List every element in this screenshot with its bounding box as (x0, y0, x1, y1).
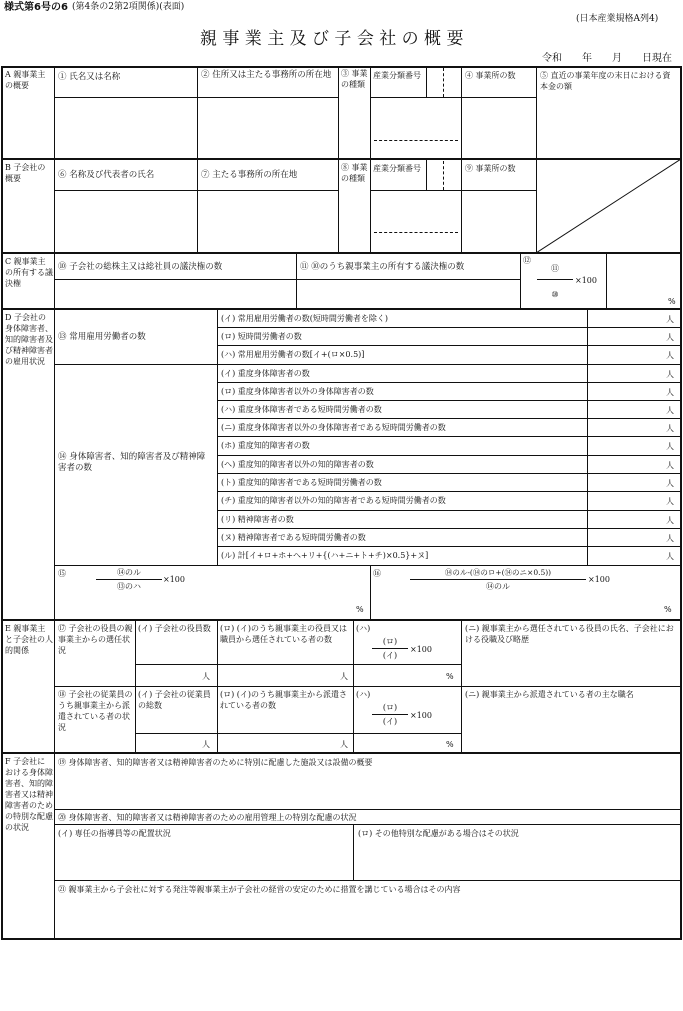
section-c-label: C 親事業主の所有する議決権 (5, 257, 53, 288)
input-12-ratio[interactable] (608, 255, 678, 307)
worker-row-count-input[interactable] (589, 365, 665, 381)
field-17-ratio-label: (ハ) (356, 624, 371, 633)
worker-row-label: (ヌ) 精神障害者である短時間労働者の数 (221, 533, 366, 542)
worker-row-label: (ホ) 重度知的障害者の数 (221, 441, 310, 450)
divider-d-e (1, 619, 682, 621)
field-15-times100: ×100 (163, 575, 185, 584)
field-18-ratio-label: (ハ) (356, 690, 371, 699)
worker-row-unit: 人 (666, 351, 674, 360)
worker-row-unit: 人 (666, 534, 674, 543)
worker-row-label: (ハ) 常用雇用労働者の数[イ+(ロ×0.5)] (221, 350, 365, 359)
worker-row-label: (イ) 重度身体障害者の数 (221, 369, 310, 378)
input-4-offices[interactable] (463, 99, 535, 157)
worker-row-label: (ロ) 重度身体障害者以外の身体障害者の数 (221, 387, 374, 396)
field-17-appointed: (ロ) (イ)のうち親事業主の役員又は職員から選任されている者の数 (220, 624, 348, 644)
field-12-pct: % (668, 297, 676, 306)
field-14-disabled-workers: ⑭ 身体障害者、知的障害者及び精神障害者の数 (58, 452, 206, 473)
field-18-dispatched: ⑱ 子会社の従業員のうち親事業主から派遣されている者の状況 (58, 690, 133, 732)
field-8-industry-code: 産業分類番号 (373, 164, 421, 173)
input-10-total-votes[interactable] (56, 281, 294, 307)
section-b-label: B 子会社の概要 (5, 163, 46, 183)
worker-row-count-input[interactable] (589, 328, 665, 344)
field-20-instructors: (イ) 専任の指導員等の配置状況 (58, 829, 171, 838)
field-8-business-type: ⑧ 事業の種類 (341, 163, 368, 183)
field-18-times100: ×100 (410, 711, 432, 720)
field-3-industry-code: 産業分類番号 (373, 71, 421, 80)
input-17-ratio[interactable] (355, 666, 445, 685)
field-19-facilities: ⑲ 身体障害者、知的障害者又は精神障害者のために特別に配慮した施設又は設備の概要 (58, 758, 373, 767)
field-20-other-care: (ロ) その他特別な配慮がある場合はその状況 (358, 829, 519, 838)
field-5-capital: ⑤ 直近の事業年度の末日における資本金の額 (540, 71, 671, 91)
form-number: 様式第6号の6 (4, 2, 68, 13)
worker-row-unit: 人 (666, 497, 674, 506)
field-12-numerator: ⑪ (551, 264, 559, 273)
worker-row-count-input[interactable] (589, 310, 665, 326)
input-18-ratio[interactable] (355, 735, 445, 751)
input-7-address[interactable] (199, 192, 337, 251)
field-9-offices: ⑨ 事業所の数 (465, 164, 516, 173)
section-d-label: D 子会社の身体障害者、知的障害者及び精神障害者の雇用状況 (5, 313, 53, 366)
field-18-dispatched-unit: 人 (340, 740, 348, 749)
input-3-business[interactable] (372, 99, 460, 157)
divider-e-f (1, 752, 682, 754)
field-17-officer-details: (ニ) 親事業主から選任されている役員の氏名、子会社における役職及び略歴 (465, 624, 674, 644)
worker-row-count-input[interactable] (589, 456, 665, 472)
fraction-bar (410, 579, 586, 580)
field-6-representative: ⑥ 名称及び代表者の氏名 (58, 170, 155, 180)
field-18-numerator: (ロ) (382, 703, 398, 712)
input-21-stability-measures[interactable] (56, 897, 678, 936)
field-18-job-titles: (ニ) 親事業主から派遣されている者の主な職名 (465, 690, 634, 699)
field-16-times100: ×100 (588, 575, 610, 584)
field-12-ratio-label: ⑫ (523, 256, 531, 265)
worker-row-unit: 人 (666, 424, 674, 433)
worker-row-label: (チ) 重度知的障害者以外の知的障害者である短時間労働者の数 (221, 496, 446, 505)
field-17-officer-count: (イ) 子会社の役員数 (138, 624, 211, 633)
field-12-denominator: ⑩ (551, 290, 559, 299)
worker-row-label: (ロ) 短時間労働者の数 (221, 332, 302, 341)
input-16-ratio[interactable] (372, 595, 678, 617)
worker-row-unit: 人 (666, 370, 674, 379)
input-6-representative[interactable] (56, 192, 196, 251)
worker-row-unit: 人 (666, 552, 674, 561)
field-17-numerator: (ロ) (382, 637, 398, 646)
worker-row-unit: 人 (666, 388, 674, 397)
input-20-other-care[interactable] (355, 841, 678, 878)
field-16-label: ⑯ (373, 569, 381, 578)
input-18-job-titles[interactable] (463, 712, 678, 751)
fraction-bar (372, 714, 408, 715)
input-19-facilities[interactable] (56, 770, 678, 807)
field-17-officer-unit: 人 (202, 672, 210, 681)
paper-spec: (日本産業規格A列4) (576, 14, 659, 24)
input-8-business[interactable] (372, 192, 460, 251)
field-18-employee-unit: 人 (202, 740, 210, 749)
fraction-bar (96, 579, 162, 580)
field-1-name: ① 氏名又は名称 (58, 72, 121, 82)
field-7-office-address: ⑦ 主たる事務所の所在地 (201, 170, 298, 180)
input-20-instructors[interactable] (56, 841, 351, 878)
worker-row-unit: 人 (666, 315, 674, 324)
worker-row-count-input[interactable] (589, 419, 665, 435)
worker-row-unit: 人 (666, 442, 674, 451)
section-e-label: E 親事業主と子会社の人的関係 (5, 624, 53, 655)
field-16-numerator: ⑭のル-(⑭のロ+(⑭のニ×0.5)) (444, 568, 552, 577)
worker-row-count-input[interactable] (589, 529, 665, 545)
field-4-offices: ④ 事業所の数 (465, 71, 516, 80)
field-10-total-votes: ⑩ 子会社の総株主又は総社員の議決権の数 (58, 262, 223, 272)
input-1-name[interactable] (56, 99, 196, 157)
input-18-employee-total[interactable] (137, 735, 201, 751)
diagonal-strike (536, 159, 681, 253)
field-17-pct: % (446, 672, 454, 681)
input-2-address[interactable] (199, 99, 337, 157)
worker-row-count-input[interactable] (589, 474, 665, 490)
worker-row-label: (ハ) 重度身体障害者である短時間労働者の数 (221, 405, 382, 414)
field-3-business-type: ③ 事業の種類 (341, 69, 368, 89)
worker-row-unit: 人 (666, 406, 674, 415)
worker-row-unit: 人 (666, 461, 674, 470)
worker-row-count-input[interactable] (589, 401, 665, 417)
date-as-of: 令和 年 月 日現在 (542, 53, 672, 64)
field-17-denominator: (イ) (382, 651, 398, 660)
input-5-capital[interactable] (538, 99, 678, 157)
divider-c-d (1, 308, 682, 310)
field-18-denominator: (イ) (382, 717, 398, 726)
field-21-stability-measures: ㉑ 親事業主から子会社に対する発注等親事業主が子会社の経営の安定のために措置を講じている場合はその内容 (58, 885, 461, 894)
worker-row-label: (イ) 常用雇用労働者の数(短時間労働者を除く) (221, 314, 389, 323)
worker-row-unit: 人 (666, 479, 674, 488)
input-17-officer-count[interactable] (137, 666, 201, 685)
worker-row-label: (ト) 重度知的障害者である短時間労働者の数 (221, 478, 382, 487)
field-17-officers: ⑰ 子会社の役員の親事業主からの選任状況 (58, 624, 133, 655)
worker-row-count-input[interactable] (589, 492, 665, 509)
input-17-officer-details[interactable] (463, 646, 678, 685)
field-15-denominator: ⑬のハ (117, 582, 141, 591)
field-20-management: ⑳ 身体障害者、知的障害者又は精神障害者のための雇用管理上の特別な配慮の状況 (58, 813, 357, 822)
worker-row-count-input[interactable] (589, 511, 665, 527)
worker-row-label: (ヘ) 重度知的障害者以外の知的障害者の数 (221, 460, 374, 469)
input-9-offices[interactable] (463, 192, 535, 251)
worker-row-label: (ニ) 重度身体障害者以外の身体障害者である短時間労働者の数 (221, 423, 446, 432)
field-18-employee-total: (イ) 子会社の従業員の総数 (138, 690, 211, 710)
field-15-numerator: ⑭のル (117, 568, 141, 577)
worker-row-count-input[interactable] (589, 437, 665, 454)
input-17-appointed[interactable] (219, 666, 339, 685)
worker-row-count-input[interactable] (589, 383, 665, 399)
field-13-regular-workers: ⑬ 常用雇用労働者の数 (58, 332, 146, 342)
input-15-ratio[interactable] (56, 595, 368, 617)
field-2-address: ② 住所又は主たる事務所の所在地 (201, 70, 332, 80)
field-17-times100: ×100 (410, 645, 432, 654)
worker-row-count-input[interactable] (589, 346, 665, 362)
input-18-dispatched[interactable] (219, 735, 339, 751)
field-18-dispatched-count: (ロ) (イ)のうち親事業主から派遣されている者の数 (220, 690, 348, 710)
worker-row-unit: 人 (666, 516, 674, 525)
field-11-parent-votes: ⑪ ⑩のうち親事業主の所有する議決権の数 (300, 262, 465, 272)
field-16-pct: % (664, 605, 672, 614)
worker-row-count-input[interactable] (589, 547, 665, 564)
section-a-label: A 親事業主の概要 (5, 70, 46, 90)
field-16-denominator: ⑭のル (486, 582, 510, 591)
field-18-pct: % (446, 740, 454, 749)
field-15-label: ⑮ (58, 569, 66, 578)
input-11-parent-votes[interactable] (298, 281, 518, 307)
section-f-label: F 子会社における身体障害者、知的障害者又は精神障害者のための特別な配慮の状況 (5, 757, 53, 832)
page-title: 親 事 業 主 及 び 子 会 社 の 概 要 (200, 29, 464, 49)
worker-row-label: (リ) 精神障害者の数 (221, 515, 294, 524)
field-17-appointed-unit: 人 (340, 672, 348, 681)
fraction-bar (537, 279, 573, 280)
field-12-times100: ×100 (575, 276, 597, 285)
fraction-bar (372, 648, 408, 649)
form-reference: (第4条の2第2項関係)(表面) (72, 2, 185, 12)
field-15-pct: % (356, 605, 364, 614)
worker-row-label: (ル) 計[イ+ロ+ホ+ヘ+リ+{(ハ+ニ+ト+チ)×0.5}+ヌ] (221, 551, 429, 560)
worker-row-unit: 人 (666, 333, 674, 342)
